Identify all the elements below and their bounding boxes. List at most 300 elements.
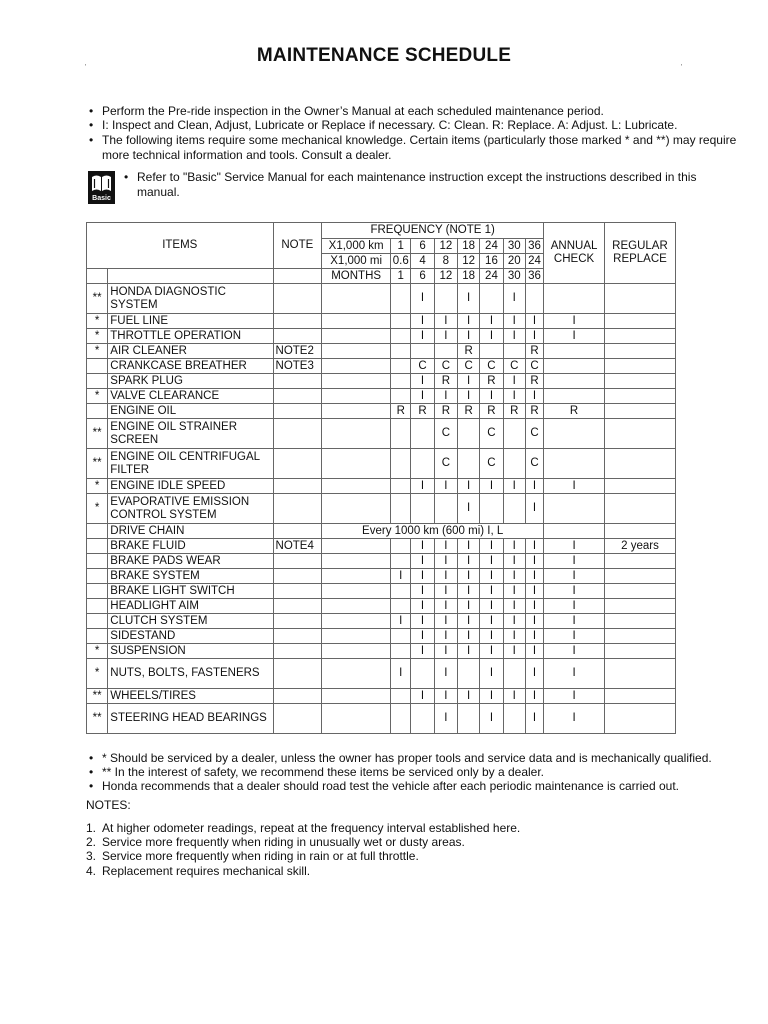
frequency-cell: I bbox=[525, 314, 543, 329]
item-name: SPARK PLUG bbox=[108, 374, 273, 389]
intro-text: I: Inspect and Clean, Adjust, Lubricate or Replace if necessary. C: Clean. R: Replace. A: Adjust. L: Lubricate. bbox=[102, 118, 678, 132]
annual-check-cell bbox=[544, 494, 605, 524]
months-cell: 18 bbox=[458, 269, 480, 284]
frequency-cell bbox=[391, 359, 411, 374]
frequency-cell bbox=[322, 419, 391, 449]
item-name: BRAKE FLUID bbox=[108, 539, 273, 554]
frequency-cell: I bbox=[434, 389, 457, 404]
frequency-cell: I bbox=[411, 644, 434, 659]
service-mark bbox=[87, 554, 108, 569]
item-note bbox=[273, 659, 322, 689]
frequency-cell bbox=[322, 569, 391, 584]
frequency-cell: I bbox=[503, 599, 525, 614]
frequency-cell: I bbox=[434, 659, 457, 689]
months-cell: 30 bbox=[503, 269, 525, 284]
annual-check-cell: I bbox=[544, 554, 605, 569]
frequency-cell bbox=[322, 644, 391, 659]
annual-check-cell: I bbox=[544, 704, 605, 734]
service-mark: * bbox=[87, 644, 108, 659]
item-name: HEADLIGHT AIM bbox=[108, 599, 273, 614]
frequency-cell bbox=[391, 704, 411, 734]
frequency-cell: R bbox=[480, 374, 503, 389]
frequency-cell: I bbox=[525, 569, 543, 584]
item-note bbox=[273, 614, 322, 629]
table-row bbox=[87, 614, 676, 629]
mi-cell: 0.6 bbox=[391, 254, 411, 269]
frequency-cell bbox=[322, 284, 391, 314]
item-note: NOTE4 bbox=[273, 539, 322, 554]
item-name: EVAPORATIVE EMISSION CONTROL SYSTEM bbox=[108, 494, 273, 524]
frequency-cell bbox=[391, 374, 411, 389]
frequency-cell: I bbox=[525, 479, 543, 494]
frequency-cell: I bbox=[480, 539, 503, 554]
frequency-cell: I bbox=[434, 314, 457, 329]
book-icon bbox=[88, 171, 115, 195]
frequency-cell bbox=[322, 344, 391, 359]
frequency-cell bbox=[411, 494, 434, 524]
frequency-cell bbox=[322, 704, 391, 734]
service-mark: * bbox=[87, 659, 108, 689]
frequency-cell: I bbox=[434, 644, 457, 659]
service-mark: * bbox=[87, 329, 108, 344]
frequency-cell: R bbox=[434, 404, 457, 419]
km-cell: 1 bbox=[391, 239, 411, 254]
table-row bbox=[87, 314, 676, 329]
frequency-cell: I bbox=[503, 614, 525, 629]
months-cell: 12 bbox=[434, 269, 457, 284]
regular-replace-cell bbox=[604, 494, 675, 524]
frequency-cell bbox=[391, 584, 411, 599]
frequency-cell bbox=[391, 479, 411, 494]
note-number: 2. bbox=[86, 835, 97, 849]
service-mark: * bbox=[87, 344, 108, 359]
frequency-cell bbox=[391, 629, 411, 644]
annual-check-cell bbox=[544, 389, 605, 404]
frequency-cell: I bbox=[434, 614, 457, 629]
basic-note-text: Refer to "Basic" Service Manual for each maintenance instruction except the instructions described in this manual. bbox=[137, 170, 697, 199]
footnote: • * Should be serviced by a dealer, unless the owner has proper tools and service data and is mechanically qualified. bbox=[89, 751, 749, 766]
maintenance-table bbox=[86, 222, 676, 734]
item-note bbox=[273, 329, 322, 344]
frequency-cell: C bbox=[503, 359, 525, 374]
item-name: NUTS, BOLTS, FASTENERS bbox=[108, 659, 273, 689]
item-note: NOTE2 bbox=[273, 344, 322, 359]
frequency-cell: R bbox=[480, 404, 503, 419]
note-item bbox=[86, 821, 520, 836]
service-mark bbox=[87, 524, 108, 539]
note-text: Service more frequently when riding in rain or at full throttle. bbox=[102, 849, 419, 863]
item-name: VALVE CLEARANCE bbox=[108, 389, 273, 404]
mi-cell: 20 bbox=[503, 254, 525, 269]
item-name: BRAKE LIGHT SWITCH bbox=[108, 584, 273, 599]
frequency-cell: I bbox=[411, 689, 434, 704]
annual-check-cell bbox=[544, 449, 605, 479]
service-mark: ** bbox=[87, 689, 108, 704]
frequency-cell: I bbox=[503, 314, 525, 329]
note-item bbox=[86, 835, 465, 850]
frequency-cell: I bbox=[503, 374, 525, 389]
frequency-cell bbox=[322, 479, 391, 494]
frequency-cell bbox=[411, 659, 434, 689]
item-note bbox=[273, 584, 322, 599]
frequency-cell: I bbox=[434, 329, 457, 344]
annual-check-cell: I bbox=[544, 314, 605, 329]
frequency-cell: I bbox=[525, 554, 543, 569]
table-row bbox=[87, 284, 676, 314]
table-row bbox=[87, 344, 676, 359]
frequency-cell: R bbox=[458, 404, 480, 419]
frequency-cell bbox=[434, 344, 457, 359]
frequency-cell bbox=[411, 704, 434, 734]
note-number: 1. bbox=[86, 821, 97, 835]
frequency-cell: I bbox=[434, 479, 457, 494]
frequency-cell: I bbox=[391, 659, 411, 689]
regular-replace-cell bbox=[604, 689, 675, 704]
frequency-cell: I bbox=[525, 599, 543, 614]
item-name: SIDESTAND bbox=[108, 629, 273, 644]
annual-check-cell: I bbox=[544, 584, 605, 599]
frequency-cell bbox=[458, 704, 480, 734]
frequency-cell: R bbox=[411, 404, 434, 419]
frequency-cell bbox=[391, 419, 411, 449]
frequency-cell: I bbox=[503, 644, 525, 659]
item-name: WHEELS/TIRES bbox=[108, 689, 273, 704]
frequency-cell: I bbox=[434, 539, 457, 554]
annual-check-cell: R bbox=[544, 404, 605, 419]
frequency-cell: I bbox=[434, 584, 457, 599]
frequency-cell: R bbox=[525, 344, 543, 359]
intro-bullet: • Perform the Pre-ride inspection in the Owner’s Manual at each scheduled maintenance period. bbox=[89, 104, 749, 119]
frequency-cell bbox=[322, 554, 391, 569]
item-name: SUSPENSION bbox=[108, 644, 273, 659]
item-name: ENGINE OIL STRAINER SCREEN bbox=[108, 419, 273, 449]
intro-text: The following items require some mechanical knowledge. Certain items (particularly those marked * and **) may require more technical information and tools. Consult a dealer. bbox=[102, 133, 737, 162]
service-mark: ** bbox=[87, 704, 108, 734]
regular-replace-cell bbox=[604, 449, 675, 479]
header-spacer bbox=[273, 269, 322, 284]
frequency-cell bbox=[458, 419, 480, 449]
annual-check-cell bbox=[544, 419, 605, 449]
frequency-cell bbox=[391, 494, 411, 524]
frequency-cell bbox=[480, 344, 503, 359]
frequency-cell: I bbox=[480, 569, 503, 584]
regular-replace-header: REGULAR REPLACE bbox=[604, 223, 675, 284]
table-row bbox=[87, 599, 676, 614]
item-name: ENGINE OIL bbox=[108, 404, 273, 419]
frequency-cell: I bbox=[480, 599, 503, 614]
months-cell: 6 bbox=[411, 269, 434, 284]
frequency-cell bbox=[503, 419, 525, 449]
frequency-cell bbox=[322, 599, 391, 614]
margin-mark: ˈ bbox=[680, 63, 683, 72]
item-name: DRIVE CHAIN bbox=[108, 524, 273, 539]
table-row bbox=[87, 389, 676, 404]
frequency-cell: I bbox=[480, 554, 503, 569]
frequency-cell: R bbox=[503, 404, 525, 419]
frequency-cell: C bbox=[458, 359, 480, 374]
frequency-cell: I bbox=[458, 494, 480, 524]
km-cell: 24 bbox=[480, 239, 503, 254]
table-row bbox=[87, 644, 676, 659]
frequency-cell bbox=[322, 494, 391, 524]
item-name: CLUTCH SYSTEM bbox=[108, 614, 273, 629]
frequency-cell: I bbox=[411, 629, 434, 644]
table-row bbox=[87, 659, 676, 689]
item-name: HONDA DIAGNOSTIC SYSTEM bbox=[108, 284, 273, 314]
frequency-cell: I bbox=[458, 584, 480, 599]
item-note bbox=[273, 569, 322, 584]
frequency-cell bbox=[322, 614, 391, 629]
frequency-cell bbox=[391, 329, 411, 344]
notes-heading: NOTES: bbox=[86, 798, 131, 812]
frequency-cell: I bbox=[458, 614, 480, 629]
frequency-cell: I bbox=[503, 284, 525, 314]
frequency-cell bbox=[480, 494, 503, 524]
service-mark bbox=[87, 359, 108, 374]
table-row bbox=[87, 569, 676, 584]
item-note bbox=[273, 389, 322, 404]
table-row bbox=[87, 554, 676, 569]
item-name: CRANKCASE BREATHER bbox=[108, 359, 273, 374]
regular-replace-cell bbox=[604, 419, 675, 449]
item-note bbox=[273, 629, 322, 644]
frequency-cell bbox=[322, 539, 391, 554]
item-name: BRAKE SYSTEM bbox=[108, 569, 273, 584]
annual-check-cell: I bbox=[544, 629, 605, 644]
frequency-cell: I bbox=[434, 569, 457, 584]
annual-check-cell bbox=[544, 284, 605, 314]
service-mark: ** bbox=[87, 419, 108, 449]
months-label: MONTHS bbox=[322, 269, 391, 284]
frequency-cell bbox=[434, 284, 457, 314]
regular-replace-cell bbox=[604, 389, 675, 404]
frequency-cell: C bbox=[525, 449, 543, 479]
frequency-cell: I bbox=[458, 389, 480, 404]
km-cell: 36 bbox=[525, 239, 543, 254]
table-row bbox=[87, 329, 676, 344]
frequency-cell: I bbox=[480, 659, 503, 689]
frequency-cell: I bbox=[480, 689, 503, 704]
table-row bbox=[87, 359, 676, 374]
frequency-cell bbox=[411, 419, 434, 449]
annual-check-cell: I bbox=[544, 479, 605, 494]
frequency-cell: I bbox=[525, 629, 543, 644]
annual-check-cell bbox=[544, 524, 605, 539]
item-note bbox=[273, 449, 322, 479]
frequency-cell: C bbox=[434, 359, 457, 374]
note-text: Service more frequently when riding in unusually wet or dusty areas. bbox=[102, 835, 465, 849]
regular-replace-cell bbox=[604, 284, 675, 314]
annual-check-cell: I bbox=[544, 659, 605, 689]
note-item bbox=[86, 864, 310, 879]
annual-check-cell: I bbox=[544, 569, 605, 584]
frequency-cell bbox=[322, 374, 391, 389]
regular-replace-cell bbox=[604, 524, 675, 539]
header-spacer bbox=[108, 269, 273, 284]
basic-icon-label: Basic bbox=[92, 195, 111, 202]
frequency-cell bbox=[322, 659, 391, 689]
frequency-cell bbox=[503, 494, 525, 524]
item-note bbox=[273, 704, 322, 734]
header-row bbox=[87, 223, 676, 239]
item-note bbox=[273, 599, 322, 614]
service-mark: * bbox=[87, 389, 108, 404]
frequency-cell: I bbox=[458, 479, 480, 494]
table-row bbox=[87, 704, 676, 734]
item-name: ENGINE IDLE SPEED bbox=[108, 479, 273, 494]
table-row bbox=[87, 689, 676, 704]
frequency-cell: I bbox=[458, 374, 480, 389]
frequency-cell: I bbox=[458, 329, 480, 344]
months-cell: 36 bbox=[525, 269, 543, 284]
frequency-cell bbox=[503, 449, 525, 479]
service-mark bbox=[87, 404, 108, 419]
frequency-cell bbox=[322, 359, 391, 374]
frequency-cell bbox=[322, 389, 391, 404]
table-row bbox=[87, 584, 676, 599]
item-name: FUEL LINE bbox=[108, 314, 273, 329]
frequency-cell: I bbox=[411, 389, 434, 404]
frequency-cell bbox=[391, 644, 411, 659]
regular-replace-cell bbox=[604, 614, 675, 629]
footnote-text: * Should be serviced by a dealer, unless the owner has proper tools and service data and is mechanically qualified. bbox=[102, 751, 712, 765]
regular-replace-cell bbox=[604, 659, 675, 689]
footnote-text: Honda recommends that a dealer should road test the vehicle after each periodic maintenance is carried out. bbox=[102, 779, 679, 793]
table-row bbox=[87, 419, 676, 449]
frequency-cell bbox=[458, 449, 480, 479]
frequency-cell: I bbox=[503, 479, 525, 494]
frequency-cell bbox=[322, 314, 391, 329]
frequency-cell: I bbox=[458, 554, 480, 569]
frequency-cell: I bbox=[480, 479, 503, 494]
km-cell: 12 bbox=[434, 239, 457, 254]
frequency-cell bbox=[525, 284, 543, 314]
basic-note: • Refer to "Basic" Service Manual for each maintenance instruction except the instructions described in this manual. bbox=[124, 170, 736, 199]
frequency-cell: C bbox=[525, 419, 543, 449]
km-label: X1,000 km bbox=[322, 239, 391, 254]
intro-bullet: • I: Inspect and Clean, Adjust, Lubricate or Replace if necessary. C: Clean. R: Replace. A: Adjust. L: Lubricate. bbox=[89, 118, 749, 133]
frequency-cell: C bbox=[480, 359, 503, 374]
note-header: NOTE bbox=[273, 223, 322, 269]
footnote: • ** In the interest of safety, we recommend these items be serviced only by a dealer. bbox=[89, 765, 749, 780]
frequency-cell: I bbox=[503, 569, 525, 584]
service-mark bbox=[87, 614, 108, 629]
frequency-cell: C bbox=[434, 449, 457, 479]
service-mark: * bbox=[87, 479, 108, 494]
regular-replace-cell bbox=[604, 704, 675, 734]
regular-replace-cell bbox=[604, 644, 675, 659]
service-mark bbox=[87, 629, 108, 644]
km-cell: 30 bbox=[503, 239, 525, 254]
item-name: STEERING HEAD BEARINGS bbox=[108, 704, 273, 734]
frequency-cell: I bbox=[434, 689, 457, 704]
frequency-cell bbox=[391, 284, 411, 314]
frequency-cell: R bbox=[434, 374, 457, 389]
note-text: At higher odometer readings, repeat at the frequency interval established here. bbox=[102, 821, 521, 835]
table-row bbox=[87, 404, 676, 419]
frequency-cell: I bbox=[458, 644, 480, 659]
frequency-cell: I bbox=[525, 329, 543, 344]
months-cell: 1 bbox=[391, 269, 411, 284]
regular-replace-cell bbox=[604, 629, 675, 644]
item-note bbox=[273, 644, 322, 659]
frequency-cell: I bbox=[458, 599, 480, 614]
frequency-cell: I bbox=[411, 329, 434, 344]
frequency-cell bbox=[391, 599, 411, 614]
frequency-cell: I bbox=[525, 659, 543, 689]
frequency-cell bbox=[322, 449, 391, 479]
item-name: THROTTLE OPERATION bbox=[108, 329, 273, 344]
regular-replace-cell bbox=[604, 314, 675, 329]
frequency-cell: I bbox=[503, 539, 525, 554]
frequency-cell: I bbox=[434, 629, 457, 644]
item-name: BRAKE PADS WEAR bbox=[108, 554, 273, 569]
annual-check-cell bbox=[544, 359, 605, 374]
frequency-cell: I bbox=[411, 584, 434, 599]
frequency-cell: I bbox=[503, 689, 525, 704]
item-note bbox=[273, 374, 322, 389]
service-mark: ** bbox=[87, 449, 108, 479]
frequency-cell bbox=[503, 344, 525, 359]
frequency-cell: I bbox=[480, 614, 503, 629]
service-mark bbox=[87, 584, 108, 599]
frequency-cell bbox=[391, 554, 411, 569]
mi-cell: 12 bbox=[458, 254, 480, 269]
header-spacer bbox=[87, 269, 108, 284]
margin-mark: ˈ bbox=[84, 63, 87, 72]
frequency-cell: I bbox=[411, 569, 434, 584]
footnote: • Honda recommends that a dealer should road test the vehicle after each periodic maintenance is carried out. bbox=[89, 779, 749, 794]
frequency-cell: I bbox=[411, 374, 434, 389]
annual-check-cell: I bbox=[544, 329, 605, 344]
frequency-cell: I bbox=[480, 314, 503, 329]
frequency-cell bbox=[322, 629, 391, 644]
mi-cell: 8 bbox=[434, 254, 457, 269]
regular-replace-cell bbox=[604, 599, 675, 614]
frequency-cell bbox=[391, 449, 411, 479]
frequency-cell: C bbox=[480, 419, 503, 449]
frequency-cell: I bbox=[434, 704, 457, 734]
frequency-cell bbox=[391, 539, 411, 554]
frequency-cell bbox=[503, 704, 525, 734]
frequency-cell: I bbox=[480, 629, 503, 644]
table-row bbox=[87, 479, 676, 494]
frequency-cell: I bbox=[411, 599, 434, 614]
frequency-cell: I bbox=[503, 629, 525, 644]
frequency-cell bbox=[480, 284, 503, 314]
item-note bbox=[273, 689, 322, 704]
mi-cell: 4 bbox=[411, 254, 434, 269]
frequency-cell: I bbox=[503, 584, 525, 599]
frequency-cell: I bbox=[411, 614, 434, 629]
frequency-cell: I bbox=[525, 614, 543, 629]
table-row bbox=[87, 449, 676, 479]
intro-text: Perform the Pre-ride inspection in the Owner’s Manual at each scheduled maintenance period. bbox=[102, 104, 604, 118]
table-row bbox=[87, 374, 676, 389]
frequency-cell: I bbox=[525, 389, 543, 404]
annual-check-cell: I bbox=[544, 539, 605, 554]
frequency-cell: I bbox=[525, 704, 543, 734]
annual-check-cell bbox=[544, 374, 605, 389]
note-item bbox=[86, 849, 419, 864]
frequency-header: FREQUENCY (NOTE 1) bbox=[322, 223, 544, 239]
basic-manual-icon bbox=[88, 171, 115, 204]
frequency-cell: I bbox=[503, 554, 525, 569]
service-mark bbox=[87, 374, 108, 389]
mi-cell: 16 bbox=[480, 254, 503, 269]
regular-replace-cell bbox=[604, 359, 675, 374]
service-mark: * bbox=[87, 314, 108, 329]
